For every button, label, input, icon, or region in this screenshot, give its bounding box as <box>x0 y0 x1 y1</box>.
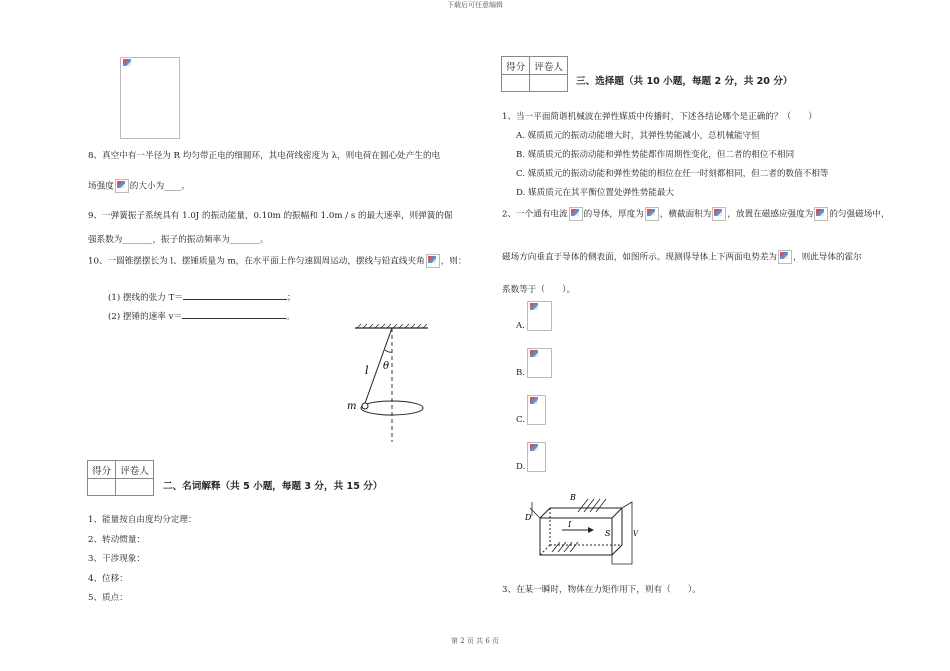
q10-sub2-label: (2) 摆锤的速率 v＝ <box>108 312 183 322</box>
score-table <box>87 460 154 496</box>
answer-blank <box>182 318 286 319</box>
q10-sub1-end: ； <box>286 293 296 303</box>
broken-image-icon <box>814 207 828 221</box>
q2-option-b-label: B. <box>516 368 526 378</box>
term-3: 3、干涉现象： <box>88 554 146 564</box>
term-4: 4、位移： <box>88 574 128 584</box>
q2-line3: 系数等于（ ）。 <box>502 285 576 295</box>
q8-text: 场强度 <box>88 181 114 192</box>
broken-image-icon <box>426 254 440 268</box>
q2-text: 的导体，厚度为 <box>583 209 644 220</box>
label-m: m <box>347 401 357 412</box>
label-theta: θ <box>383 361 390 372</box>
section3-title: 三、选择题（共 10 小题，每题 2 分，共 20 分） <box>576 76 793 87</box>
q10-text-end: ，则： <box>440 256 467 267</box>
q10-sub1 <box>108 292 296 304</box>
ceiling-hatch <box>357 324 427 328</box>
label-V: V <box>633 530 639 538</box>
pendulum-bob <box>362 403 368 409</box>
label-D: D <box>525 513 532 522</box>
q10-sub1-label: (1) 摆线的张力 T＝ <box>108 293 183 303</box>
broken-image-icon <box>529 396 541 408</box>
q2-option-c-label: C. <box>516 415 526 425</box>
q8-line2 <box>88 179 190 193</box>
conical-pendulum-figure <box>340 322 440 444</box>
broken-image-icon <box>122 58 134 70</box>
label-I: I <box>568 520 572 529</box>
q2-text: 的匀强磁场中， <box>829 209 890 220</box>
score-cell[interactable] <box>502 75 530 92</box>
current-arrowhead <box>588 527 594 533</box>
broken-image-icon <box>529 443 541 455</box>
q2-option-c-image[interactable] <box>527 395 546 425</box>
hall-effect-figure <box>510 490 640 565</box>
section2-title: 二、名词解释（共 5 小题，每题 3 分，共 15 分） <box>163 481 383 492</box>
q2-option-a-image[interactable] <box>527 301 552 331</box>
broken-image-icon <box>529 302 541 314</box>
magnetic-field-arrows <box>552 499 606 552</box>
broken-image-icon <box>712 207 726 221</box>
header-note: 下载后可任意编辑 <box>447 1 503 9</box>
broken-image-icon <box>778 250 792 264</box>
score-cell[interactable] <box>88 479 116 496</box>
q2-text: 磁场方向垂直于导体的侧表面，如图所示。现测得导体上下两面电势差为 <box>502 252 778 263</box>
q10-text: 10、一圆锥摆摆长为 l、摆锤质量为 m，在水平面上作匀速圆周运动，摆线与铅直线夹角 <box>88 256 425 267</box>
q9-line2: 强系数为_______，振子的振动频率为_______。 <box>88 235 269 245</box>
q2-line2 <box>502 250 862 264</box>
q1-option-b: B. 媒质质元的振动动能和弹性势能都作周期性变化，但二者的相位不相同 <box>516 150 795 160</box>
grader-cell[interactable] <box>116 479 154 496</box>
q2-line1 <box>502 207 890 221</box>
figure-placeholder <box>120 57 180 139</box>
label-S: S <box>605 529 611 538</box>
page-footer: 第 2 页 共 6 页 <box>450 637 500 645</box>
q1-option-d: D. 媒质质元在其平衡位置处弹性势能最大 <box>516 188 675 198</box>
q2-text: 2、一个通有电流 <box>502 209 568 220</box>
grader-label: 评卷人 <box>116 461 154 479</box>
q10-sub2-end: 。 <box>286 312 295 322</box>
q2-option-a-label: A. <box>516 321 525 331</box>
q2-option-d-label: D. <box>516 462 526 472</box>
q10-line1 <box>88 254 466 268</box>
q2-text: ，横截面积为 <box>659 209 712 220</box>
q2-text: ，则此导体的霍尔 <box>793 252 862 263</box>
grader-label: 评卷人 <box>530 57 568 75</box>
term-2: 2、转动惯量： <box>88 535 146 545</box>
label-B: B <box>570 493 576 502</box>
q2-text: ，放置在磁感应强度为 <box>727 209 814 220</box>
q3-stem: 3、在某一瞬时，物体在力矩作用下，则有（ ）。 <box>502 585 701 595</box>
q1-option-c: C. 媒质质元的振动动能和弹性势能的相位在任一时刻都相同，但二者的数值不相等 <box>516 169 829 179</box>
grader-cell[interactable] <box>530 75 568 92</box>
q2-option-d-image[interactable] <box>527 442 546 472</box>
q1-option-a: A. 媒质质元的振动动能增大时，其弹性势能减小，总机械能守恒 <box>516 131 760 141</box>
term-5: 5、质点： <box>88 593 128 603</box>
score-table-right <box>501 56 568 92</box>
q9-line1: 9、一弹簧振子系统具有 1.0J 的振动能量，0.10m 的振幅和 1.0m / s 的最大速率，则弹簧的倔 <box>88 211 453 221</box>
broken-image-icon <box>569 207 583 221</box>
score-label: 得分 <box>88 461 116 479</box>
conductor-front <box>540 518 612 555</box>
angle-arc <box>385 350 392 352</box>
broken-image-icon <box>645 207 659 221</box>
q8-line1: 8、真空中有一半径为 R 均匀带正电的细圆环，其电荷线密度为 λ，则电荷在圆心处产生的电 <box>88 151 441 161</box>
q2-option-b-image[interactable] <box>527 348 552 378</box>
q1-stem: 1、当一平面简谐机械波在弹性媒质中传播时，下述各结论哪个是正确的？（ ） <box>502 112 817 122</box>
term-1: 1、能量按自由度均分定理： <box>88 515 197 525</box>
label-l: l <box>365 364 369 377</box>
q8-text-end: 的大小为____。 <box>129 181 190 192</box>
q10-sub2 <box>108 311 295 323</box>
broken-image-icon <box>529 349 541 361</box>
answer-blank <box>183 299 287 300</box>
broken-image-icon <box>115 179 129 193</box>
score-label: 得分 <box>502 57 530 75</box>
